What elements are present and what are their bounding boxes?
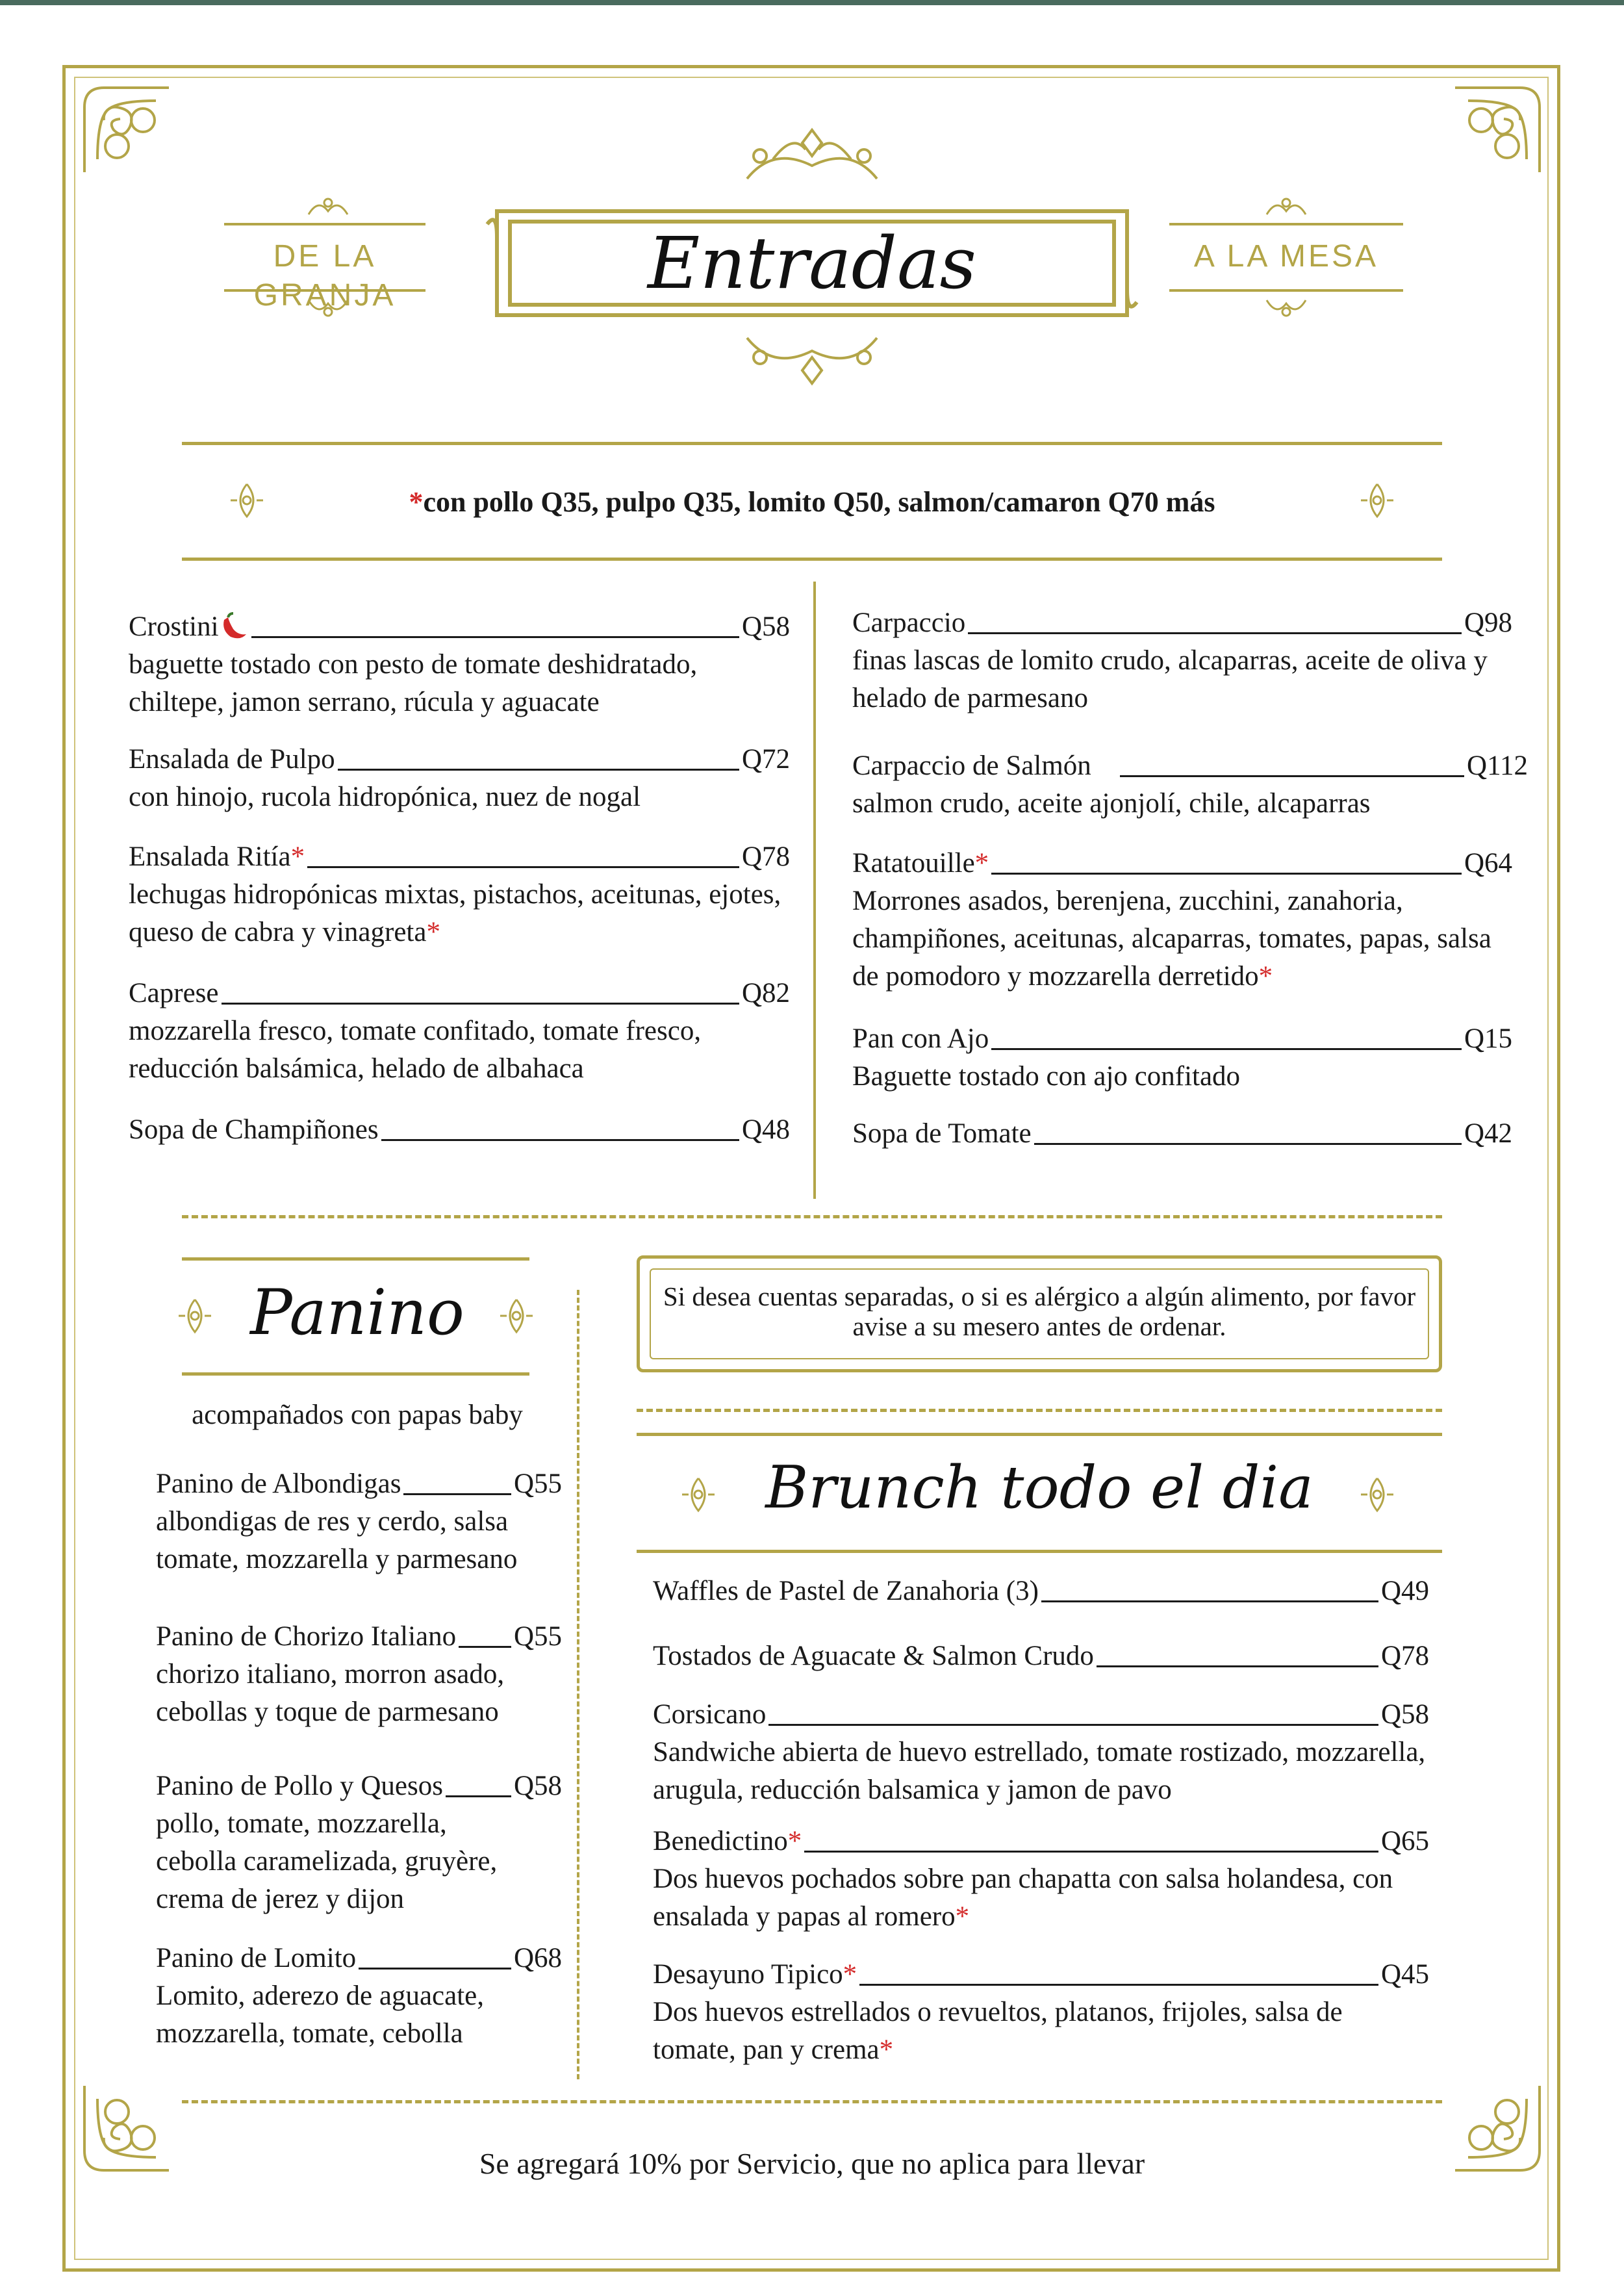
brunch-rule-top [637,1433,1442,1436]
right-banner-rule-top [1169,223,1403,225]
item-name: Panino de Albondigas [156,1469,401,1499]
menu-item [129,741,790,816]
menu-item [156,1618,562,1731]
flourish-icon [1263,195,1309,221]
corner-flourish-icon [1449,81,1546,179]
item-name: Sopa de Champiñones [129,1114,379,1145]
section-dashed-divider [182,1215,1442,1218]
item-description: con hinojo, rucola hidropónica, nuez de nogal [129,782,641,812]
item-price: Q45 [1380,1959,1429,1990]
flourish-icon [1361,481,1393,520]
section-title-panino: Panino [250,1276,464,1349]
item-name: Panino de Lomito [156,1943,357,1973]
allergy-notice: Si desea cuentas separadas, o si es alérgico a algún alimento, por favor avise a su mesero antes de ordenar. [663,1281,1416,1341]
corner-flourish-icon [78,81,175,179]
item-name: Benedictino [653,1826,788,1856]
menu-item [653,1956,1429,2069]
note-asterisk: * [409,486,424,518]
item-name: Panino de Chorizo Italiano [156,1621,457,1652]
item-asterisk: * [290,841,305,872]
menu-item [129,838,790,951]
flourish-icon [231,481,263,520]
item-price: Q58 [513,1771,562,1801]
item-name: Crostini [129,611,219,642]
menu-item [852,1020,1512,1096]
item-price: Q49 [1380,1576,1429,1606]
menu-item [852,747,1528,823]
item-name: Corsicano [653,1699,767,1730]
chili-pepper-icon [219,611,249,641]
item-price: Q98 [1464,608,1512,638]
item-price: Q65 [1380,1826,1429,1856]
item-description: Sandwiche abierta de huevo estrellado, tomate rostizado, mozzarella, arugula, reducción balsamica y jamon de pavo [653,1737,1426,1805]
item-asterisk: * [426,917,440,947]
menu-item [129,975,790,1088]
item-name: Pan con Ajo [852,1023,989,1054]
panino-subtitle: acompañados con papas baby [192,1400,523,1430]
flourish-icon [1361,1475,1393,1514]
panino-rule-top [182,1257,529,1261]
item-asterisk: * [787,1826,802,1856]
item-price: Q64 [1464,848,1512,879]
right-banner-label: A LA MESA [1193,239,1379,274]
brunch-dashed-divider [637,1409,1442,1412]
service-charge-note: Se agregará 10% por Servicio, que no aplica para llevar [479,2147,1145,2180]
flourish-icon [500,1296,533,1335]
item-name: Sopa de Tomate [852,1118,1032,1149]
item-description: Dos huevos pochados sobre pan chapatta con salsa holandesa, con ensalada y papas al romero [653,1864,1393,1932]
item-name: Carpaccio de Salmón [852,751,1091,781]
item-description: Lomito, aderezo de aguacate, mozzarella, tomate, cebolla [156,1981,484,2049]
menu-item [852,845,1512,995]
item-name: Ratatouille [852,848,975,879]
item-description: Dos huevos estrellados o revueltos, platanos, frijoles, salsa de tomate, pan y crema [653,1997,1343,2065]
item-description: salmon crudo, aceite ajonjolí, chile, alcaparras [852,788,1371,819]
item-price: Q82 [741,978,790,1008]
item-asterisk: * [1258,961,1273,992]
top-border-rule [0,0,1624,5]
menu-item [653,1823,1429,1936]
item-asterisk: * [879,2034,894,2065]
menu-item [653,1572,1429,1610]
item-description: Baguette tostado con ajo confitado [852,1061,1241,1092]
panino-rule-bottom [182,1372,529,1376]
item-price: Q48 [741,1114,790,1145]
flourish-icon [305,195,351,221]
item-description: baguette tostado con pesto de tomate deshidratado, chiltepe, jamon serrano, rúcula y aguacate [129,649,698,717]
item-description: albondigas de res y cerdo, salsa tomate, mozzarella y parmesano [156,1506,518,1574]
menu-item [156,1940,562,2053]
item-price: Q58 [1380,1699,1429,1730]
item-description: finas lascas de lomito crudo, alcaparras, aceite de oliva y helado de parmesano [852,645,1488,713]
corner-flourish-icon [78,2079,175,2177]
bottom-header-flourish-icon [734,328,890,393]
footer-dashed-divider [182,2100,1442,2103]
item-asterisk: * [843,1959,857,1990]
note-rule-top [182,442,1442,445]
menu-item [852,604,1512,717]
item-name: Caprese [129,978,219,1008]
note-text: con pollo Q35, pulpo Q35, lomito Q50, salmon/camaron Q70 más [423,486,1215,518]
left-banner-rule-top [224,223,425,225]
top-flourish-icon [734,120,890,192]
menu-item [129,608,790,721]
item-name: Ensalada de Pulpo [129,744,335,775]
right-banner-rule-bottom [1169,289,1403,292]
item-name: Ensalada Ritía [129,841,291,872]
entradas-column-divider [813,582,816,1199]
item-description: mozzarella fresco, tomate confitado, tomate fresco, reducción balsámica, helado de albahaca [129,1016,702,1084]
item-name: Desayuno Tipico [653,1959,843,1990]
item-asterisk: * [955,1901,970,1932]
item-name: Panino de Pollo y Quesos [156,1771,443,1801]
item-price: Q55 [513,1621,562,1652]
item-price: Q72 [741,744,790,775]
item-price: Q68 [513,1943,562,1973]
item-name: Tostados de Aguacate & Salmon Crudo [653,1641,1094,1671]
item-price: Q78 [741,841,790,872]
menu-item [653,1637,1429,1675]
section-title-brunch: Brunch todo el dia [765,1454,1313,1522]
item-description: pollo, tomate, mozzarella, cebolla caramelizada, gruyère, crema de jerez y dijon [156,1808,498,1914]
item-name: Waffles de Pastel de Zanahoria (3) [653,1576,1039,1606]
item-description: Morrones asados, berenjena, zucchini, zanahoria, champiñones, aceitunas, alcaparras, tomates, papas, salsa de pomodoro y mozzarella derretido [852,886,1491,992]
flourish-icon [1263,294,1309,320]
note-rule-bottom [182,558,1442,561]
item-price: Q15 [1464,1023,1512,1054]
brunch-rule-bottom [637,1550,1442,1553]
left-banner-label: DE LA GRANJA [253,239,396,313]
item-price: Q78 [1380,1641,1429,1671]
panino-column-divider [577,1290,579,2079]
item-price: Q112 [1467,751,1528,781]
flourish-icon [305,294,351,320]
menu-item [156,1465,562,1578]
menu-item [653,1696,1429,1809]
flourish-icon [179,1296,211,1335]
menu-item [852,1115,1512,1153]
item-description: lechugas hidropónicas mixtas, pistachos, aceitunas, ejotes, queso de cabra y vinagreta [129,879,781,947]
item-name: Carpaccio [852,608,966,638]
item-price: Q42 [1464,1118,1512,1149]
item-description: chorizo italiano, morron asado, cebollas y toque de parmesano [156,1659,505,1727]
item-price: Q55 [513,1469,562,1499]
flourish-icon [682,1475,715,1514]
menu-item [156,1767,562,1918]
item-price: Q58 [741,611,790,642]
item-asterisk: * [974,848,989,879]
add-protein-note [273,484,1351,520]
corner-flourish-icon [1449,2079,1546,2177]
section-title-entradas: Entradas [648,222,976,305]
menu-item [129,1111,790,1149]
